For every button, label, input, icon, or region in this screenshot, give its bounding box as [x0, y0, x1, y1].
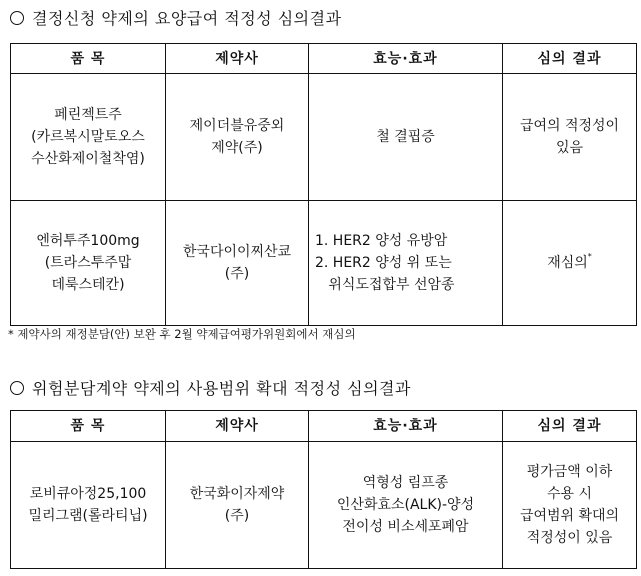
- table-row: [11, 201, 637, 326]
- header-company: 제약사: [166, 44, 309, 74]
- header-product: 품 목: [11, 44, 166, 74]
- product-cell: [11, 442, 166, 569]
- section2-title: 위험분담계약 약제의 사용범위 확대 적정성 심의결과: [32, 379, 411, 398]
- result-text: 있음: [555, 140, 584, 156]
- company-name: 한국다이이찌산쿄: [182, 244, 292, 260]
- efficacy-text: 역형성 림프종: [362, 475, 449, 491]
- header-product: 품 목: [11, 411, 166, 442]
- footnote: * 제약사의 재정분담(안) 보완 후 2월 약제급여평가위원회에서 재심의: [8, 327, 356, 341]
- efficacy-text: 1. HER2 양성 유방암: [315, 233, 448, 249]
- result-cell: [503, 442, 637, 569]
- product-ingredient: (트라스투주맙: [44, 255, 132, 271]
- efficacy-text: 2. HER2 양성 위 또는: [315, 255, 452, 271]
- product-name: 로비큐아정25,100: [29, 486, 147, 502]
- result-cell: [503, 74, 637, 201]
- product-ingredient: 수산화제이철착염): [31, 151, 145, 167]
- efficacy-cell: [309, 201, 503, 326]
- circle-bullet-icon: [10, 381, 24, 395]
- product-name: 밀리그램(롤라티닙): [28, 508, 148, 524]
- result-text: 적정성이 있음: [526, 530, 613, 546]
- company-cell: [166, 442, 309, 569]
- company-cell: [166, 201, 309, 326]
- company-name: (주): [224, 508, 250, 524]
- section1-heading: [8, 9, 342, 29]
- table-row: [11, 442, 637, 569]
- company-name: 한국화이자제약: [189, 486, 285, 502]
- footnote-mark: *: [587, 252, 592, 261]
- review-results-table: [10, 43, 637, 326]
- result-label: 재심의: [547, 255, 588, 271]
- result-text: 평가금액 이하: [526, 464, 613, 480]
- table-row: [11, 74, 637, 201]
- product-name: 페린젝트주: [54, 107, 122, 123]
- header-result: 심의 결과: [503, 411, 637, 442]
- header-result: 심의 결과: [503, 44, 637, 74]
- product-cell: [11, 201, 166, 326]
- product-ingredient: (카르복시말토오스: [31, 129, 145, 145]
- result-text: [507, 252, 632, 274]
- efficacy-text: 인산화효소(ALK)-양성: [336, 497, 475, 513]
- product-cell: [11, 74, 166, 201]
- product-name: 엔허투주100mg: [36, 233, 140, 249]
- company-cell: [166, 74, 309, 201]
- circle-bullet-icon: [10, 11, 24, 25]
- efficacy-text: 철 결핍증: [376, 129, 435, 145]
- result-text: 급여범위 확대의: [519, 508, 620, 524]
- expansion-results-table: [10, 410, 637, 569]
- result-text: 수용 시: [546, 486, 593, 502]
- section2-heading: [8, 379, 411, 399]
- efficacy-text: 전이성 비소세포폐암: [342, 519, 469, 535]
- result-cell: [503, 201, 637, 326]
- header-efficacy: 효능·효과: [309, 44, 503, 74]
- header-company: 제약사: [166, 411, 309, 442]
- efficacy-cell: [309, 442, 503, 569]
- company-name: (주): [224, 266, 250, 282]
- company-name: 제이더블유중외: [189, 118, 285, 134]
- table-header-row: [11, 411, 637, 442]
- efficacy-text: 위식도접합부 선암종: [315, 277, 455, 293]
- product-ingredient: 데룩스테칸): [51, 277, 125, 293]
- result-text: 급여의 적정성이: [519, 118, 620, 134]
- section1-title: 결정신청 약제의 요양급여 적정성 심의결과: [32, 9, 342, 28]
- header-efficacy: 효능·효과: [309, 411, 503, 442]
- table-header-row: [11, 44, 637, 74]
- efficacy-cell: [309, 74, 503, 201]
- company-name: 제약(주): [211, 140, 263, 156]
